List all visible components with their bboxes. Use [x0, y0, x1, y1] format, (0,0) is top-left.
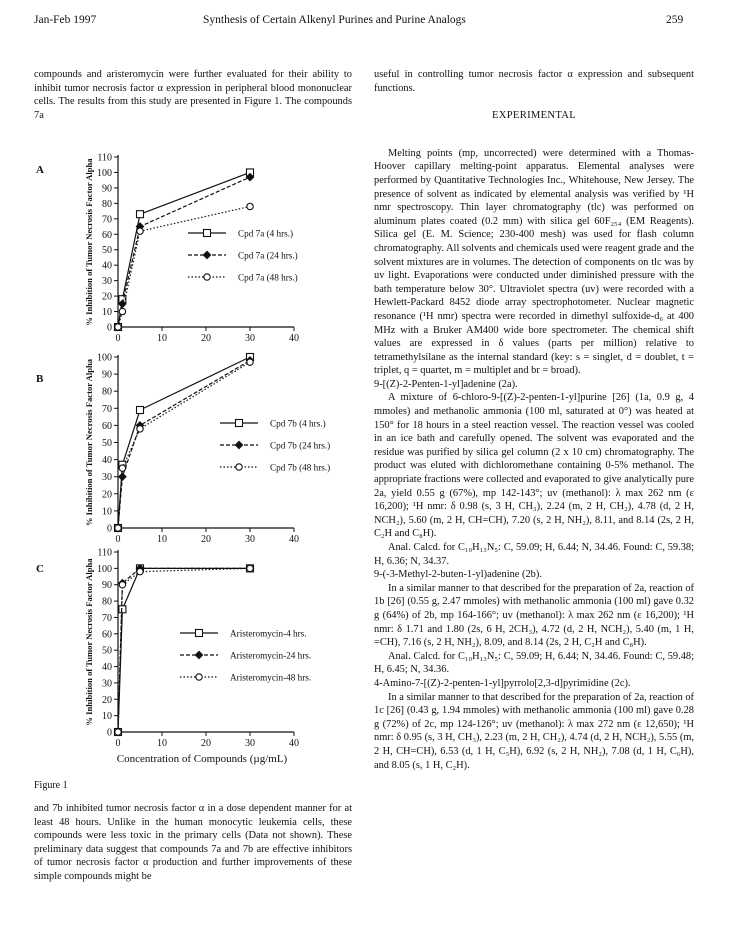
chart-b-x-tick-label: 0: [115, 534, 121, 545]
chart-c-x-tick-label: 20: [201, 738, 211, 749]
paragraph-2c: In a similar manner to that described for the preparation of 2a, reaction of 1c [26] (0.43 g, 1.94 mmoles) with methanolic ammonia (100 ml) gave 0.28 g (72%) of 2c, mp 124-126°; uv (methanol): λ max 272 nm (ε 12,650); ¹H nmr: δ 0.95 (s, 3 H, CH₃), 2.23 (m, 2 H, CH₂), 4.74 (d, 2 H, NCH₂), 5.55 (m, 2 H, CH=CH), 6.53 (d, 1 H, C₅H), 6.92 (s, 2 H, NH₂), 7.08 (d, 1 H, C₆H), and 8.05 (s, 1 H, C₂H).: [374, 691, 694, 771]
chart-a-legend-label-1: Cpd 7a (4 hrs.): [238, 228, 294, 239]
chart-c-series-3-point: [119, 582, 125, 588]
chart-c-x-tick-label: 10: [157, 738, 167, 749]
chart-c-legend-marker-3: [196, 674, 202, 680]
chart-a-y-tick-label: 80: [102, 198, 112, 210]
chart-b-x-tick-label: 10: [157, 534, 167, 545]
chart-a-legend-marker-1: [204, 230, 211, 237]
running-head-date: Jan-Feb 1997: [34, 14, 97, 26]
chart-c-x-axis-label: Concentration of Compounds (µg/mL): [116, 753, 288, 765]
chart-b-series-1-point: [137, 407, 144, 414]
chart-a-y-tick-label: 40: [102, 260, 112, 272]
chart-b-y-tick-label: 10: [102, 506, 112, 518]
chart-b-series-3-line: [118, 362, 250, 528]
chart-a-y-tick-label: 60: [102, 229, 112, 241]
chart-b-series-2-line: [118, 360, 250, 528]
chart-a-y-tick-label: 110: [97, 152, 112, 164]
chart-c-y-tick-label: 0: [107, 727, 112, 739]
chart-b-x-tick-label: 20: [201, 534, 211, 545]
chart-b-legend-label-2: Cpd 7b (24 hrs.): [270, 440, 331, 451]
chart-a-series-2-line: [118, 177, 250, 327]
chart-c-series-1-point: [119, 606, 126, 613]
chart-b-y-tick-label: 90: [102, 369, 112, 381]
methods-paragraph: Melting points (mp, uncorrected) were determined with a Thomas-Hoover capillary melting-point apparatus. Elemental analyses were performed by Quantitative Technologies Inc., Whitehouse, New Jersey. The presence of solvent as indicated by elemental analysis was verified by ¹H nmr spectroscopy. Thin layer chromatography (tlc) was performed on aluminum plates coated (0.2 mm) with silica gel 60F₂₅₄ (EM Reagents). Silica gel (E. M. Science; 230-400 mesh) was used for flash column chromatography. All solvents and chemicals used were reagent grade and the solvent mixtures are in volumes. The detection of components on tlc was by uv light. Evaporations were conducted under diminished pressure with the bath temperature below 30°. Ultraviolet spectra (uv) were recorded with a Hewlett-Packard 8452 diode array spectrophotometer. Nuclear magnetic resonance (¹H nmr) spectra were recorded in dimethyl sulfoxide-d₆ at 400 MHz with a Bruker AM400 wide bore spectrometer. The chemical shift values are expressed in δ values (parts per million) relative to tetramethylsilane as the internal standard (key: s = singlet, d = doublet, t = triplet, q = quartet, m = multiplet and br = broad).: [374, 147, 694, 377]
chart-a-y-tick-label: 100: [97, 167, 112, 179]
chart-a-series-1-point: [137, 211, 144, 218]
chart-a-legend-label-3: Cpd 7a (48 hrs.): [238, 272, 298, 283]
chart-c-series-3-point: [247, 565, 253, 571]
chart-b-y-tick-label: 30: [102, 472, 112, 484]
chart-a-x-tick-label: 20: [201, 333, 211, 344]
chart-c-y-tick-label: 50: [102, 645, 112, 657]
chart-b-legend-marker-1: [236, 420, 243, 427]
chart-b-legend-label-1: Cpd 7b (4 hrs.): [270, 418, 326, 429]
panel-label-a: A: [36, 164, 44, 176]
chart-c-x-tick-label: 40: [289, 738, 299, 749]
chart-b-y-tick-label: 70: [102, 403, 112, 415]
chart-c-y-tick-label: 110: [97, 547, 112, 559]
chart-b-y-tick-label: 0: [107, 523, 112, 535]
paragraph-2a: A mixture of 6-chloro-9-[(Z)-2-penten-1-yl]purine [26] (1a, 0.9 g, 4 mmoles) and methanolic ammonia (100 ml, saturated at 0°) was heated at 150° for 18 hours in a steel reaction vessel. The reaction vessel was cooled in an ice bath and carefully opened. The solvent was evaporated and the residue was purified by silica gel column (2 x 10 cm) chromatography. The product was eluted with dichloromethane containing 0-5% methanol. The appropriate fractions were collected and evaporated to give analytically pure 2a, yield 0.55 g (67%), mp 142-143°; uv (methanol): λ max 262 nm (ε 16,200); ¹H nmr: δ 0.98 (s, 3 H, CH₃), 2.24 (m, 2 H, CH₂), 4.78 (d, 2 H, NCH₂), 5.60 (m, 2 H, CH=CH), 7.20 (s, 2 H, NH₂), 8.11, and 8.14 (2s, 2 H, C₂H and C₈H).: [374, 392, 694, 540]
chart-a-legend-marker-3: [204, 274, 210, 280]
chart-c-y-axis-label: % Inhibition of Tumor Necrosis Factor Alpha: [84, 558, 94, 726]
chart-c-legend-marker-2: [195, 651, 203, 659]
chart-c-y-tick-label: 20: [102, 694, 112, 706]
running-head-title: Synthesis of Certain Alkenyl Purines and Purine Analogs: [203, 14, 466, 26]
right-column: [374, 68, 694, 772]
chart-b-legend-marker-3: [236, 464, 242, 470]
chart-b-x-tick-label: 30: [245, 534, 255, 545]
chart-b-y-tick-label: 20: [102, 489, 112, 501]
figure-1-charts: [0, 0, 360, 775]
left-top-text: compounds and aristeromycin were further evaluated for their ability to inhibit tumor necrosis factor α expression in peripheral blood mononuclear cells. The results from this study are presented in Figure 1. The compounds 7a: [34, 69, 352, 121]
left-bottom-paragraph: [34, 802, 352, 884]
chart-c-y-tick-label: 70: [102, 612, 112, 624]
chart-b-y-axis-label: % Inhibition of Tumor Necrosis Factor Alpha: [84, 358, 94, 527]
chart-c-x-tick-label: 30: [245, 738, 255, 749]
chart-a-series-3-point: [137, 228, 143, 234]
chart-a-y-tick-label: 30: [102, 276, 112, 288]
chart-c-x-tick-label: 0: [115, 738, 121, 749]
figure-caption: Figure 1: [34, 780, 68, 791]
chart-b-series-3-point: [247, 359, 253, 365]
chart-c-series-3-point: [115, 729, 121, 735]
chart-b-y-tick-label: 100: [97, 352, 112, 364]
chart-c-y-tick-label: 100: [97, 563, 112, 575]
chart-a-y-tick-label: 90: [102, 183, 112, 195]
page-number: 259: [666, 14, 684, 26]
chart-b-series-3-point: [137, 426, 143, 432]
chart-a-series-3-point: [247, 203, 253, 209]
chart-a-series-3-point: [119, 308, 125, 314]
chart-a-x-tick-label: 40: [289, 333, 299, 344]
panel-label-c: C: [36, 563, 44, 575]
chart-a-series-3-point: [115, 324, 121, 330]
chart-a-x-tick-label: 30: [245, 333, 255, 344]
chart-b-y-tick-label: 50: [102, 438, 112, 449]
chart-b-series-3-point: [119, 465, 125, 471]
panel-label-b: B: [36, 373, 44, 385]
chart-a-y-tick-label: 50: [102, 245, 112, 257]
chart-b-y-tick-label: 60: [102, 420, 112, 432]
chart-a-legend-marker-2: [203, 251, 211, 259]
chart-c-legend-marker-1: [196, 630, 203, 637]
chart-a-series-1-line: [118, 172, 250, 327]
chart-b-x-tick-label: 40: [289, 534, 299, 545]
chart-c-legend-label-2: Aristeromycin-24 hrs.: [230, 650, 312, 661]
chart-a-y-axis-label: % Inhibition of Tumor Necrosis Factor Alpha: [84, 158, 94, 326]
chart-c-y-tick-label: 30: [102, 678, 112, 690]
chart-a-x-tick-label: 10: [157, 333, 167, 344]
right-intro: useful in controlling tumor necrosis factor α expression and subsequent functions.: [374, 69, 694, 94]
left-bottom-text: and 7b inhibited tumor necrosis factor α in a dose dependent manner for at least 48 hours. Unlike in the human monocytic leukemia cells, these compounds were less toxic in the primary cells (Data not shown). These preliminary data suggest that compounds 7a and 7b are effective inhibitors of tumor necrosis factor α production and further improvements of these simple compounds might be: [34, 803, 352, 882]
chart-b-series-2-point: [119, 473, 127, 481]
chart-b-series-1-line: [118, 357, 250, 528]
chart-b-y-tick-label: 80: [102, 386, 112, 398]
subheading-2b: 9-(-3-Methyl-2-buten-1-yl)adenine (2b).: [374, 569, 542, 581]
experimental-heading: EXPERIMENTAL: [492, 110, 576, 122]
chart-b-legend-label-3: Cpd 7b (48 hrs.): [270, 462, 331, 473]
chart-b-y-tick-label: 40: [102, 455, 112, 467]
chart-a-y-tick-label: 70: [102, 214, 112, 226]
chart-c-y-tick-label: 90: [102, 580, 112, 592]
chart-b-legend-marker-2: [235, 441, 243, 449]
chart-a-y-tick-label: 20: [102, 291, 112, 303]
subheading-2c: 4-Amino-7-[(Z)-2-penten-1-yl]pyrrolo[2,3-d]pyrimidine (2c).: [374, 677, 631, 689]
chart-c-y-tick-label: 10: [102, 711, 112, 723]
chart-c-legend-label-1: Aristeromycin-4 hrs.: [230, 628, 307, 639]
chart-a-legend-label-2: Cpd 7a (24 hrs.): [238, 250, 298, 261]
analysis-2b: Anal. Calcd. for C₁₀H₁₃N₅: C, 59.09; H, 6.44; N, 34.46. Found: C, 59.48; H, 6.45; N, 34.36.: [374, 650, 694, 676]
paragraph-2b: In a similar manner to that described for the preparation of 2a, reaction of 1b [26] (0.55 g, 2.47 mmoles) with methanolic ammonia (100 ml) gave 0.32 g (64%) of 2b, mp 164-166°; uv (methanol): λ max 262 nm (ε 16,200); ¹H nmr: δ 1.71 and 1.80 (2s, 6 H, 2CH₃), 4.72 (d, 2 H, NCH₂), 5.40 (m, 1 H, =CH), 7.16 (s, 2 H, NH₂), 8.09, and 8.14 (2s, 2 H, C₂H and C₈H).: [374, 582, 694, 649]
chart-a-y-tick-label: 0: [107, 322, 112, 334]
chart-b-series-3-point: [115, 525, 121, 531]
subheading-2a: 9-[(Z)-2-Penten-1-yl]adenine (2a).: [374, 378, 518, 390]
chart-a-y-tick-label: 10: [102, 307, 112, 319]
chart-a-x-tick-label: 0: [115, 333, 121, 344]
chart-c-y-tick-label: 60: [102, 629, 112, 641]
chart-c-series-3-point: [137, 568, 143, 574]
chart-c-legend-label-3: Aristeromycin-48 hrs.: [230, 672, 312, 683]
chart-c-y-tick-label: 80: [102, 596, 112, 608]
analysis-2a: Anal. Calcd. for C₁₀H₁₃N₅: C, 59.09; H, 6.44; N, 34.46. Found: C, 59.38; H, 6.36; N, 34.37.: [374, 542, 694, 567]
chart-c-y-tick-label: 40: [102, 662, 112, 674]
